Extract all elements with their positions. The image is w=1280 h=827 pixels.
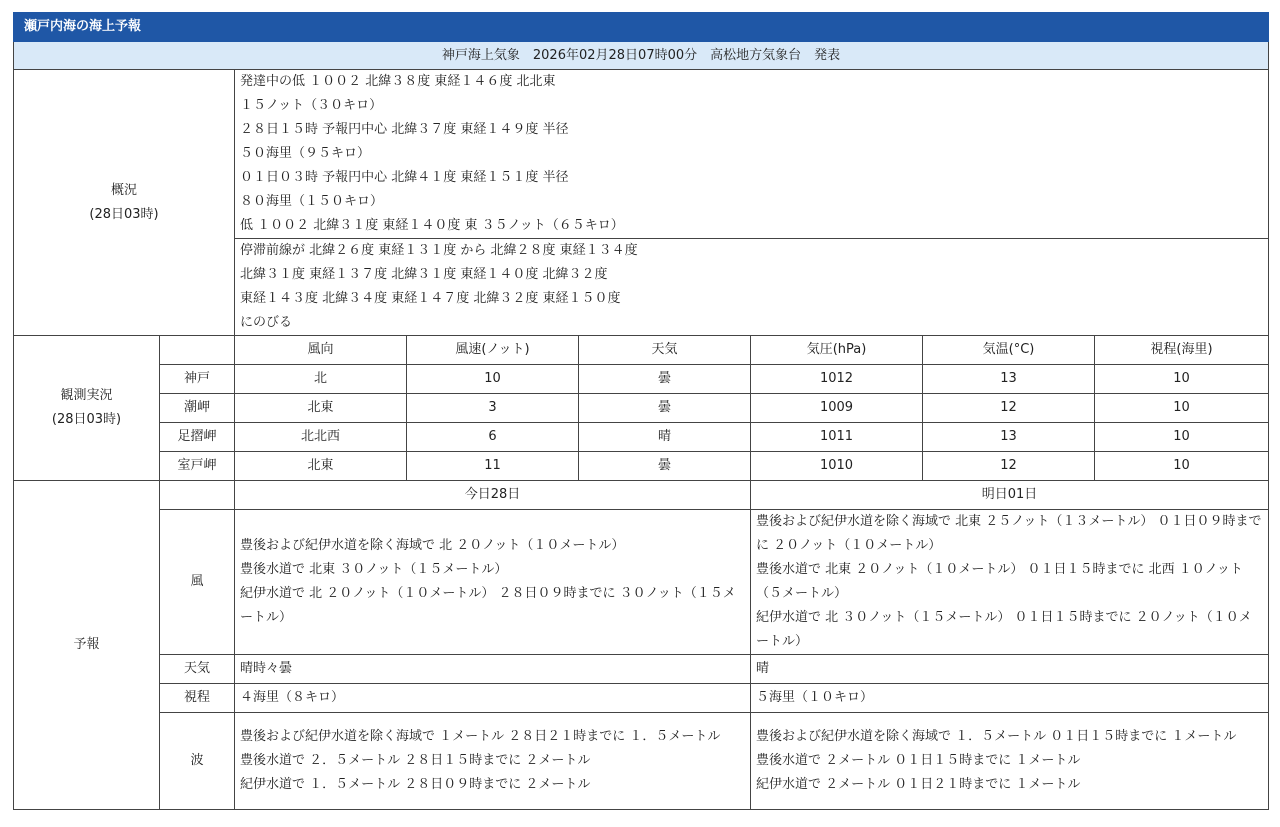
weather-today: 晴時々曇	[235, 655, 751, 684]
table-row	[14, 365, 1269, 394]
weather: 晴	[579, 423, 751, 452]
station-name: 足摺岬	[160, 423, 235, 452]
overview-line: ２８日１５時 予報円中心 北緯３７度 東経１４９度 半径	[240, 122, 569, 137]
visibility: 10	[1095, 423, 1269, 452]
wave-label: 波	[160, 713, 235, 810]
wind-direction: 北東	[235, 394, 407, 423]
wind-speed: 11	[407, 452, 579, 481]
wind-tomorrow	[751, 510, 1269, 655]
wave-tomorrow	[751, 713, 1269, 810]
overview-front	[235, 239, 1269, 336]
overview-line: 停滞前線が 北緯２６度 東経１３１度 から 北緯２８度 東経１３４度	[240, 243, 638, 258]
forecast-line: 豊後および紀伊水道を除く海域で 北 ２０ノット（１０メートル）	[240, 538, 625, 553]
header-wind-speed: 風速(ノット)	[407, 336, 579, 365]
station-name: 潮岬	[160, 394, 235, 423]
forecast-line: 紀伊水道で 北 ３０ノット（１５メートル） ０１日１５時までに ２０ノット（１０メートル）	[756, 610, 1252, 649]
overview-line: 東経１４３度 北緯３４度 東経１４７度 北緯３２度 東経１５０度	[240, 291, 621, 306]
marine-forecast-table	[13, 12, 1269, 810]
today-header: 今日28日	[235, 481, 751, 510]
observation-time: (28日03時)	[51, 412, 122, 427]
header-pressure: 気圧(hPa)	[751, 336, 923, 365]
header-temperature: 気温(°C)	[923, 336, 1095, 365]
forecast-line: 豊後水道で 北東 ３０ノット（１５メートル）	[240, 562, 508, 577]
overview-label	[14, 70, 235, 336]
overview-line: 低 １００２ 北緯３１度 東経１４０度 東 ３５ノット（６５キロ）	[240, 218, 624, 233]
forecast-frame	[13, 12, 1268, 810]
pressure: 1009	[751, 394, 923, 423]
weather-tomorrow: 晴	[751, 655, 1269, 684]
pressure: 1012	[751, 365, 923, 394]
tomorrow-header: 明日01日	[751, 481, 1269, 510]
table-row	[14, 394, 1269, 423]
header-visibility: 視程(海里)	[1095, 336, 1269, 365]
wave-today	[235, 713, 751, 810]
temperature: 13	[923, 365, 1095, 394]
table-row	[14, 423, 1269, 452]
wind-direction: 北	[235, 365, 407, 394]
overview-line: ０１日０３時 予報円中心 北緯４１度 東経１５１度 半径	[240, 170, 569, 185]
temperature: 12	[923, 394, 1095, 423]
forecast-line: 紀伊水道で ２メートル ０１日２１時までに １メートル	[756, 777, 1081, 792]
visibility-tomorrow: ５海里（１０キロ）	[751, 684, 1269, 713]
forecast-line: 豊後および紀伊水道を除く海域で １．５メートル ０１日１５時までに １メートル	[756, 729, 1237, 744]
wind-speed: 6	[407, 423, 579, 452]
overview-line: １５ノット（３０キロ）	[240, 98, 383, 113]
overview-title: 概況	[110, 182, 137, 198]
empty-header-cell	[160, 336, 235, 365]
table-row	[14, 452, 1269, 481]
weather: 曇	[579, 365, 751, 394]
overview-line: 発達中の低 １００２ 北緯３８度 東経１４６度 北北東	[240, 74, 556, 89]
visibility-today: ４海里（８キロ）	[235, 684, 751, 713]
wind-speed: 3	[407, 394, 579, 423]
overview-line: 北緯３１度 東経１３７度 北緯３１度 東経１４０度 北緯３２度	[240, 267, 608, 282]
pressure: 1010	[751, 452, 923, 481]
overview-time: (28日03時)	[89, 206, 159, 222]
forecast-line: 豊後水道で ２メートル ０１日１５時までに １メートル	[756, 753, 1081, 768]
header-weather: 天気	[579, 336, 751, 365]
weather: 曇	[579, 452, 751, 481]
overview-line: ８０海里（１５０キロ）	[240, 194, 384, 209]
weather-label: 天気	[160, 655, 235, 684]
temperature: 13	[923, 423, 1095, 452]
overview-line: ５０海里（９５キロ）	[240, 146, 371, 161]
wind-label: 風	[160, 510, 235, 655]
overview-line: にのびる	[240, 315, 293, 330]
page-title: 瀬戸内海の海上予報	[14, 13, 1269, 42]
visibility: 10	[1095, 452, 1269, 481]
wind-today	[235, 510, 751, 655]
station-name: 神戸	[160, 365, 235, 394]
forecast-line: 紀伊水道で １．５メートル ２８日０９時までに ２メートル	[240, 777, 591, 792]
temperature: 12	[923, 452, 1095, 481]
wind-direction: 北北西	[235, 423, 407, 452]
visibility: 10	[1095, 365, 1269, 394]
forecast-line: 豊後水道で ２．５メートル ２８日１５時までに ２メートル	[240, 753, 591, 768]
weather: 曇	[579, 394, 751, 423]
empty-header-cell	[160, 481, 235, 510]
observation-label	[14, 336, 160, 481]
forecast-line: 紀伊水道で 北 ２０ノット（１０メートル） ２８日０９時までに ３０ノット（１５メートル）	[240, 586, 736, 625]
visibility-label: 視程	[160, 684, 235, 713]
wind-direction: 北東	[235, 452, 407, 481]
station-name: 室戸岬	[160, 452, 235, 481]
issue-line: 神戸海上気象 2026年02月28日07時00分 高松地方気象台 発表	[14, 42, 1269, 70]
observation-title: 観測実況	[60, 388, 113, 403]
forecast-line: 豊後および紀伊水道を除く海域で １メートル ２８日２１時までに １．５メートル	[240, 729, 721, 744]
header-wind-direction: 風向	[235, 336, 407, 365]
visibility: 10	[1095, 394, 1269, 423]
forecast-line: 豊後および紀伊水道を除く海域で 北東 ２５ノット（１３メートル） ０１日０９時までに ２０ノット（１０メートル）	[756, 514, 1262, 553]
forecast-line: 豊後水道で 北東 ２０ノット（１０メートル） ０１日１５時までに 北西 １０ノット（５メートル）	[756, 562, 1243, 601]
wind-speed: 10	[407, 365, 579, 394]
forecast-label: 予報	[14, 481, 160, 810]
overview-low-pressure	[235, 70, 1269, 239]
pressure: 1011	[751, 423, 923, 452]
